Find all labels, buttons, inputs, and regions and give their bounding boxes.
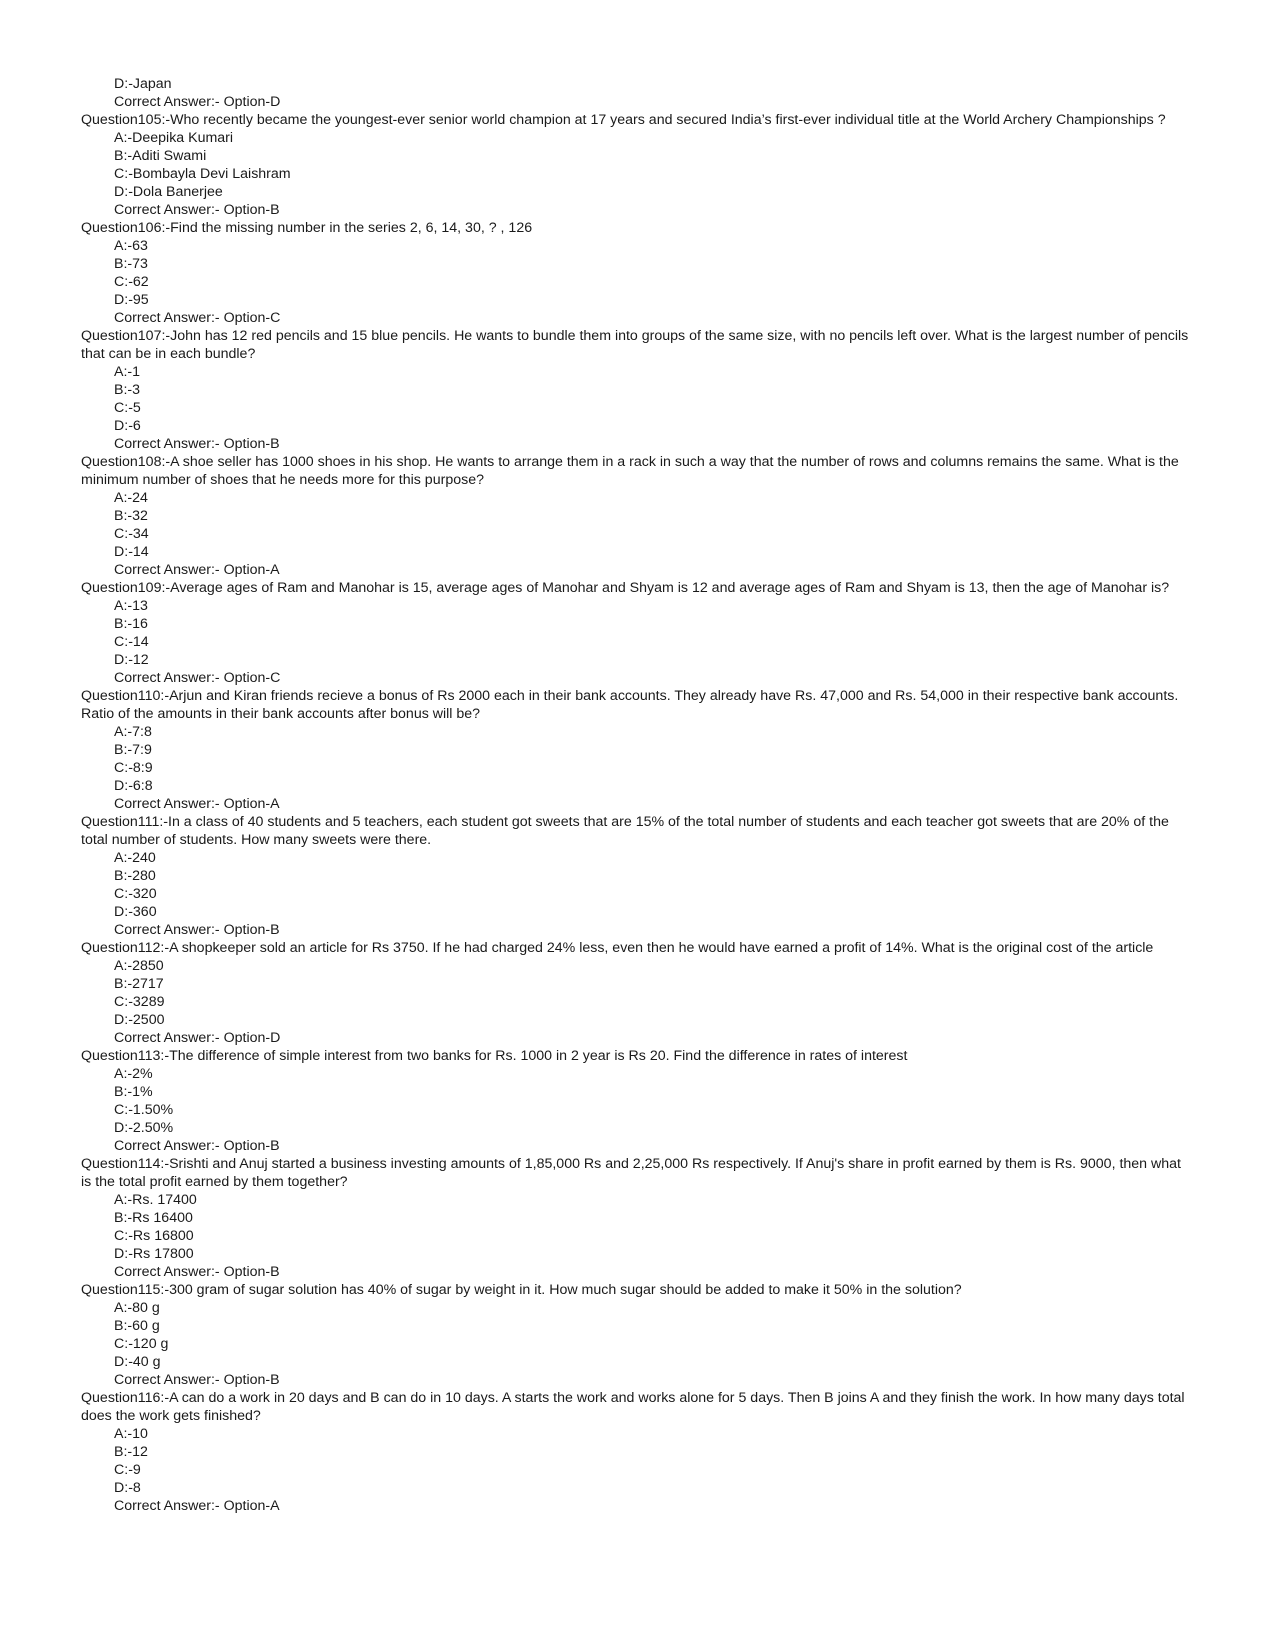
question-block	[81, 453, 1275, 579]
answer-option: B:-2717	[114, 976, 164, 992]
question-text: Question108:-A shoe seller has 1000 shoes in his shop. He wants to arrange them in a rack in such a way that the number of rows and columns remains the same. What is the minimum number of shoes that he needs more for this purpose?	[81, 454, 1179, 488]
question-text: Question110:-Arjun and Kiran friends recieve a bonus of Rs 2000 each in their bank accounts. They already have Rs. 47,000 and Rs. 54,000 in their respective bank accounts. Ratio of the amounts in their bank accounts after bonus will be?	[81, 688, 1179, 722]
answer-option: C:-320	[114, 886, 157, 902]
correct-answer: Correct Answer:- Option-B	[114, 1264, 280, 1280]
question-text: Question106:-Find the missing number in the series 2, 6, 14, 30, ? , 126	[81, 220, 533, 236]
answer-option: B:-32	[114, 508, 148, 524]
correct-answer: Correct Answer:- Option-C	[114, 670, 281, 686]
correct-answer: Correct Answer:- Option-B	[114, 1372, 280, 1388]
question-text: Question107:-John has 12 red pencils and 15 blue pencils. He wants to bundle them into groups of the same size, with no pencils left over. What is the largest number of pencils that can be in each bundle?	[81, 328, 1189, 362]
answer-option: D:-95	[114, 292, 149, 308]
question-text: Question112:-A shopkeeper sold an article for Rs 3750. If he had charged 24% less, even then he would have earned a profit of 14%. What is the original cost of the article	[81, 940, 1154, 956]
question-block	[81, 813, 1275, 939]
question-block	[81, 1281, 1275, 1389]
question-list	[81, 111, 1275, 1515]
answer-option: D:-40 g	[114, 1354, 161, 1370]
answer-option: A:-Rs. 17400	[114, 1192, 197, 1208]
answer-option: A:-63	[114, 238, 148, 254]
question-block	[81, 687, 1275, 813]
answer-option: D:-12	[114, 652, 149, 668]
question-block	[81, 219, 1275, 327]
answer-option: B:-12	[114, 1444, 148, 1460]
question-block	[81, 579, 1275, 687]
answer-option: D:-2.50%	[114, 1120, 174, 1136]
answer-option: A:-10	[114, 1426, 148, 1442]
answer-option: C:-62	[114, 274, 149, 290]
answer-option: D:-14	[114, 544, 149, 560]
answer-option: D:-Rs 17800	[114, 1246, 194, 1262]
question-block	[81, 1155, 1275, 1281]
correct-answer-carryover: Correct Answer:- Option-D	[114, 94, 281, 110]
answer-option: C:-34	[114, 526, 149, 542]
answer-option: C:-9	[114, 1462, 141, 1478]
correct-answer: Correct Answer:- Option-B	[114, 436, 280, 452]
correct-answer: Correct Answer:- Option-B	[114, 1138, 280, 1154]
question-text: Question114:-Srishti and Anuj started a business investing amounts of 1,85,000 Rs and 2,25,000 Rs respectively. If Anuj's share in profit earned by them is Rs. 9000, then what is the total profit earned by them together?	[81, 1156, 1181, 1190]
answer-option: B:-Aditi Swami	[114, 148, 207, 164]
answer-option: A:-240	[114, 850, 156, 866]
correct-answer: Correct Answer:- Option-B	[114, 202, 280, 218]
answer-option: B:-73	[114, 256, 148, 272]
answer-option: D:-6:8	[114, 778, 153, 794]
question-text: Question116:-A can do a work in 20 days and B can do in 10 days. A starts the work and works alone for 5 days. Then B joins A and they finish the work. In how many days total does the work gets finished?	[81, 1390, 1185, 1424]
answer-option: C:-120 g	[114, 1336, 169, 1352]
answer-option: D:-Dola Banerjee	[114, 184, 223, 200]
option-d-carryover: D:-Japan	[114, 76, 172, 92]
question-text: Question105:-Who recently became the youngest-ever senior world champion at 17 years and secured India’s first-ever individual title at the World Archery Championships ?	[81, 112, 1166, 128]
correct-answer: Correct Answer:- Option-A	[114, 562, 280, 578]
correct-answer: Correct Answer:- Option-C	[114, 310, 281, 326]
question-text: Question111:-In a class of 40 students and 5 teachers, each student got sweets that are 15% of the total number of students and each teacher got sweets that are 20% of the total number of students. How many sweets were there.	[81, 814, 1169, 848]
question-block	[81, 939, 1275, 1047]
answer-option: A:-7:8	[114, 724, 152, 740]
correct-answer: Correct Answer:- Option-A	[114, 796, 280, 812]
answer-option: A:-24	[114, 490, 148, 506]
question-block	[81, 111, 1275, 219]
answer-option: D:-8	[114, 1480, 141, 1496]
correct-answer: Correct Answer:- Option-A	[114, 1498, 280, 1514]
answer-option: D:-2500	[114, 1012, 165, 1028]
answer-option: C:-14	[114, 634, 149, 650]
answer-option: B:-60 g	[114, 1318, 160, 1334]
question-block	[81, 327, 1275, 453]
answer-option: C:-Rs 16800	[114, 1228, 194, 1244]
answer-option: A:-13	[114, 598, 148, 614]
answer-option: A:-2850	[114, 958, 164, 974]
answer-option: B:-280	[114, 868, 156, 884]
question-block	[81, 1047, 1275, 1155]
answer-option: B:-7:9	[114, 742, 152, 758]
answer-option: C:-Bombayla Devi Laishram	[114, 166, 291, 182]
answer-option: A:-1	[114, 364, 141, 380]
answer-option: B:-Rs 16400	[114, 1210, 193, 1226]
question-text: Question109:-Average ages of Ram and Manohar is 15, average ages of Manohar and Shyam is 12 and average ages of Ram and Shyam is 13, then the age of Manohar is?	[81, 580, 1170, 596]
answer-option: C:-8:9	[114, 760, 153, 776]
question-block	[81, 1389, 1275, 1515]
answer-option: B:-1%	[114, 1084, 153, 1100]
answer-option: B:-3	[114, 382, 141, 398]
correct-answer: Correct Answer:- Option-D	[114, 1030, 281, 1046]
answer-option: D:-360	[114, 904, 157, 920]
question-text: Question113:-The difference of simple interest from two banks for Rs. 1000 in 2 year is Rs 20. Find the difference in rates of interest	[81, 1048, 908, 1064]
answer-option: C:-1.50%	[114, 1102, 174, 1118]
answer-option: C:-5	[114, 400, 141, 416]
question-text: Question115:-300 gram of sugar solution has 40% of sugar by weight in it. How much sugar should be added to make it 50% in the solution?	[81, 1282, 962, 1298]
answer-option: D:-6	[114, 418, 141, 434]
answer-option: A:-80 g	[114, 1300, 160, 1316]
correct-answer: Correct Answer:- Option-B	[114, 922, 280, 938]
answer-option: B:-16	[114, 616, 148, 632]
answer-option: A:-Deepika Kumari	[114, 130, 234, 146]
answer-option: C:-3289	[114, 994, 165, 1010]
answer-option: A:-2%	[114, 1066, 153, 1082]
